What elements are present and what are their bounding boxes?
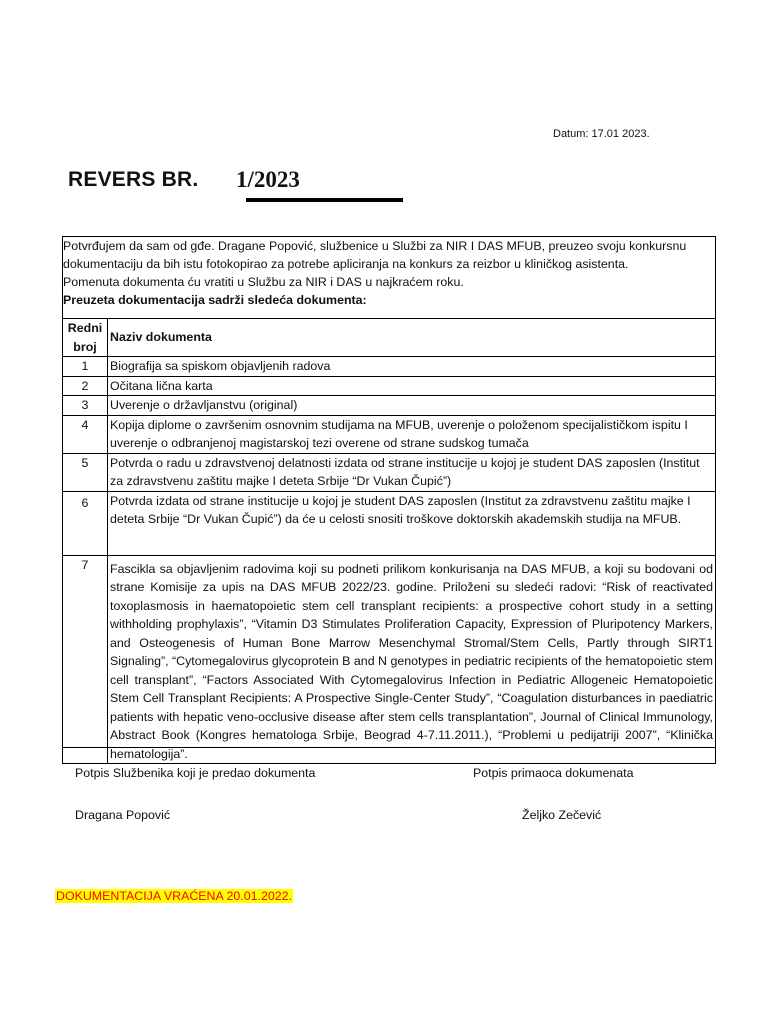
table-row [63, 357, 716, 377]
row-text: Očitana lična karta [108, 376, 716, 396]
intro-line: Pomenuta dokumenta ću vratiti u Službu za NIR i DAS u najkraćem roku. [63, 275, 464, 289]
table-row [63, 453, 716, 491]
row-text: Potvrda izdata od strane institucije u kojoj je student DAS zaposlen (Institut za zdravstvenu zaštitu majke I deteta Srbije “Dr Vukan Čupić”) da će u celosti snositi troškove doktorskih akademskih studija na MFUB. [108, 491, 716, 555]
intro-line: dokumentaciju da bih istu fotokopirao za potrebe apliciranja na konkurs za reizbor u kliničkog asistenta. [63, 257, 629, 271]
row-number: 7 [63, 555, 108, 764]
table-row [63, 415, 716, 453]
row-text: Fascikla sa objavljenim radovima koji su podneti prilikom konkurisanja na DAS MFUB, a koji su bodovani od strane Komisije za upis na DAS MFUB 2022/23. godine. Priloženi su sledeći radovi: “Risk of reactivated toxoplasmosis in haematopoietic stem cell transplant recipients: a prospective cohort study in a setting withholding prophylaxis”, “Vitamin D3 Stimulates Proliferation Capacity, Expression of Pluripotency Markers, and Osteogenesis of Human Bone Marrow Mesenchymal Stromal/Stem Cells, Partly through SIRT1 Signaling”, “Cytomegalovirus glycoprotein B and N genotypes in pediatric recipients of the hematopoietic stem cell transplant”, “Factors Associated With Cytomegalovirus Infection in Pediatric Allogeneic Hematopoietic Stem Cell Transplant Recipients: A Prospective Single-Center Study”, “Coagulation disturbances in paediatric patients with hepatic veno-occlusive disease after stem cells transplantation”, Journal of Clinical Immunology, Abstract Book (Kongres hematologa Srbije, Beograd 4-7.11.2011.), “Problemi u pedijatriji 2007”, “Klinička hematologija”. [108, 555, 716, 764]
table-row [63, 491, 716, 555]
row-text: Potvrda o radu u zdravstvenoj delatnosti izdata od strane institucije u kojoj je student DAS zaposlen (Institut za zdravstvenu zaštitu majke I deteta Srbije “Dr Vukan Čupić”) [108, 453, 716, 491]
table-row [63, 376, 716, 396]
number-underline [246, 198, 403, 202]
document-title: REVERS BR. [68, 168, 199, 191]
row-number: 4 [63, 415, 108, 453]
row-number: 3 [63, 396, 108, 416]
signature-label-sender: Potpis Službenika koji je predao dokumenta [75, 766, 316, 780]
row-number: 6 [63, 491, 108, 555]
row-number: 2 [63, 376, 108, 396]
row-number: 1 [63, 357, 108, 377]
intro-line: Potvrđujem da sam od gđe. Dragane Popović, službenice u Službi za NIR I DAS MFUB, preuzeo svoju konkursnu [63, 239, 687, 253]
row-text: Kopija diplome o završenim osnovnim studijama na MFUB, uverenje o položenom specijalističkom ispitu I uverenje o odbranjenoj magistarskoj tezi overene od strane sudskog tumača [108, 415, 716, 453]
table-row [63, 555, 716, 764]
intro-bold-line: Preuzeta dokumentacija sadrži sledeća dokumenta: [63, 293, 367, 307]
row-text: Biografija sa spiskom objavljenih radova [108, 357, 716, 377]
row-text: Uverenje o državljanstvu (original) [108, 396, 716, 416]
table-header-row [63, 319, 716, 357]
returned-note: DOKUMENTACIJA VRAĆENA 20.01.2022. [56, 889, 292, 903]
col-header-number: Redni broj [63, 319, 108, 357]
signature-label-receiver: Potpis primaoca dokumenata [473, 766, 634, 780]
table-row [63, 396, 716, 416]
row-number: 5 [63, 453, 108, 491]
intro-paragraph [63, 237, 713, 309]
document-number: 1/2023 [236, 167, 300, 192]
signature-name-sender: Dragana Popović [75, 808, 171, 822]
documents-table [62, 318, 716, 764]
col-header-name: Naziv dokumenta [108, 319, 716, 357]
signature-name-receiver: Željko Zečević [522, 808, 602, 822]
document-date: Datum: 17.01 2023. [553, 128, 650, 140]
